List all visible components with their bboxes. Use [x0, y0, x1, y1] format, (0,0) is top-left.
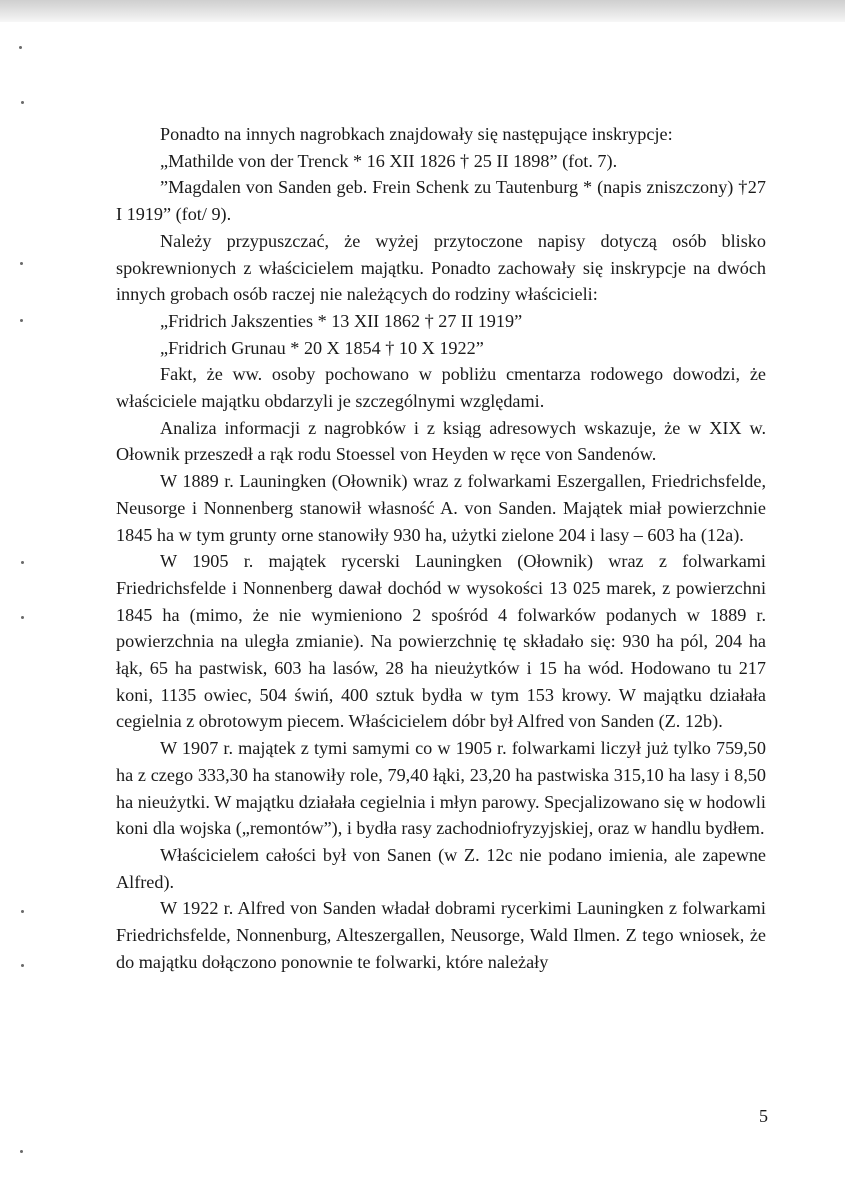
paragraph: W 1889 r. Launingken (Ołownik) wraz z folwarkami Eszergallen, Friedrichsfelde, Neusorge i Nonnenberg stanowił własność A. von Sanden. Majątek miał powierzchnie 1845 ha w tym grunty orne stanowiły 930 ha, użytki zielone 204 i lasy – 603 ha (12a).: [116, 471, 766, 545]
scan-margin-mark: [21, 616, 24, 619]
page-number: 5: [759, 1106, 768, 1126]
scan-margin-mark: [20, 1150, 23, 1153]
scan-margin-mark: [21, 964, 24, 967]
scan-margin-mark: [21, 561, 24, 564]
paragraph: Analiza informacji z nagrobków i z ksiąg adresowych wskazuje, że w XIX w. Ołownik przeszedł a rąk rodu Stoessel von Heyden w ręce von Sandenów.: [116, 417, 766, 465]
paragraph: „Fridrich Jakszenties * 13 XII 1862 † 27 II 1919”: [160, 310, 523, 331]
paragraph: W 1907 r. majątek z tymi samymi co w 1905 r. folwarkami liczył już tylko 759,50 ha z czego 333,30 ha stanowiły role, 79,40 łąki, 23,20 ha pastwiska 315,10 ha lasy i 8,50 ha nieużytki. W majątku działała cegielnia i młyn parowy. Specjalizowano się w hodowli koni dla wojska („remontów”), i bydła rasy zachodniofryzyjskiej, oraz w handlu bydłem.: [116, 738, 766, 839]
scan-margin-mark: [19, 46, 22, 49]
scan-margin-mark: [20, 262, 23, 265]
paragraph: Właścicielem całości był von Sanen (w Z. 12c nie podano imienia, ale zapewne Alfred).: [116, 844, 766, 892]
paragraph: Fakt, że ww. osoby pochowano w pobliżu cmentarza rodowego dowodzi, że właściciele majątku obdarzyli je szczególnymi względami.: [116, 364, 766, 412]
paragraph: W 1905 r. majątek rycerski Launingken (Ołownik) wraz z folwarkami Friedrichsfelde i Nonnenberg dawał dochód w wysokości 13 025 marek, z powierzchni 1845 ha (mimo, że nie wymieniono 2 spośród 4 folwarków podanych w 1889 r. powierzchnia na uległa zmianie). Na powierzchnię tę składało się: 930 ha pól, 204 ha łąk, 65 ha pastwisk, 603 ha lasów, 28 ha nieużytków i 15 ha wód. Hodowano tu 217 koni, 1135 owiec, 504 świń, 400 sztuk bydła w tym 153 krowy. W majątku działała cegielnia z obrotowym piecem. Właścicielem dóbr był Alfred von Sanden (Z. 12b).: [116, 551, 766, 732]
paragraph: Należy przypuszczać, że wyżej przytoczone napisy dotyczą osób blisko spokrewnionych z właścicielem majątku. Ponadto zachowały się inskrypcje na dwóch innych grobach osób raczej nie należących do rodziny właścicieli:: [116, 230, 766, 305]
paragraph: Ponadto na innych nagrobkach znajdowały się następujące inskrypcje:: [160, 124, 673, 144]
paragraph: „Mathilde von der Trenck * 16 XII 1826 † 25 II 1898” (fot. 7).: [160, 150, 618, 171]
scan-margin-mark: [21, 910, 24, 913]
scan-margin-mark: [21, 101, 24, 104]
body-text: [116, 121, 766, 976]
paragraph: „Fridrich Grunau * 20 X 1854 † 10 X 1922”: [160, 337, 484, 358]
scan-top-edge: [0, 0, 845, 22]
paragraph: ”Magdalen von Sanden geb. Frein Schenk zu Tautenburg * (napis zniszczony) †27 I 1919” (fot/ 9).: [116, 177, 766, 225]
scan-margin-mark: [20, 319, 23, 322]
paragraph: W 1922 r. Alfred von Sanden władał dobrami rycerkimi Launingken z folwarkami Friedrichsfelde, Nonnenburg, Alteszergallen, Neusorge, Wald Ilmen. Z tego wniosek, że do majątku dołączono ponownie te folwarki, które należały: [116, 898, 766, 972]
